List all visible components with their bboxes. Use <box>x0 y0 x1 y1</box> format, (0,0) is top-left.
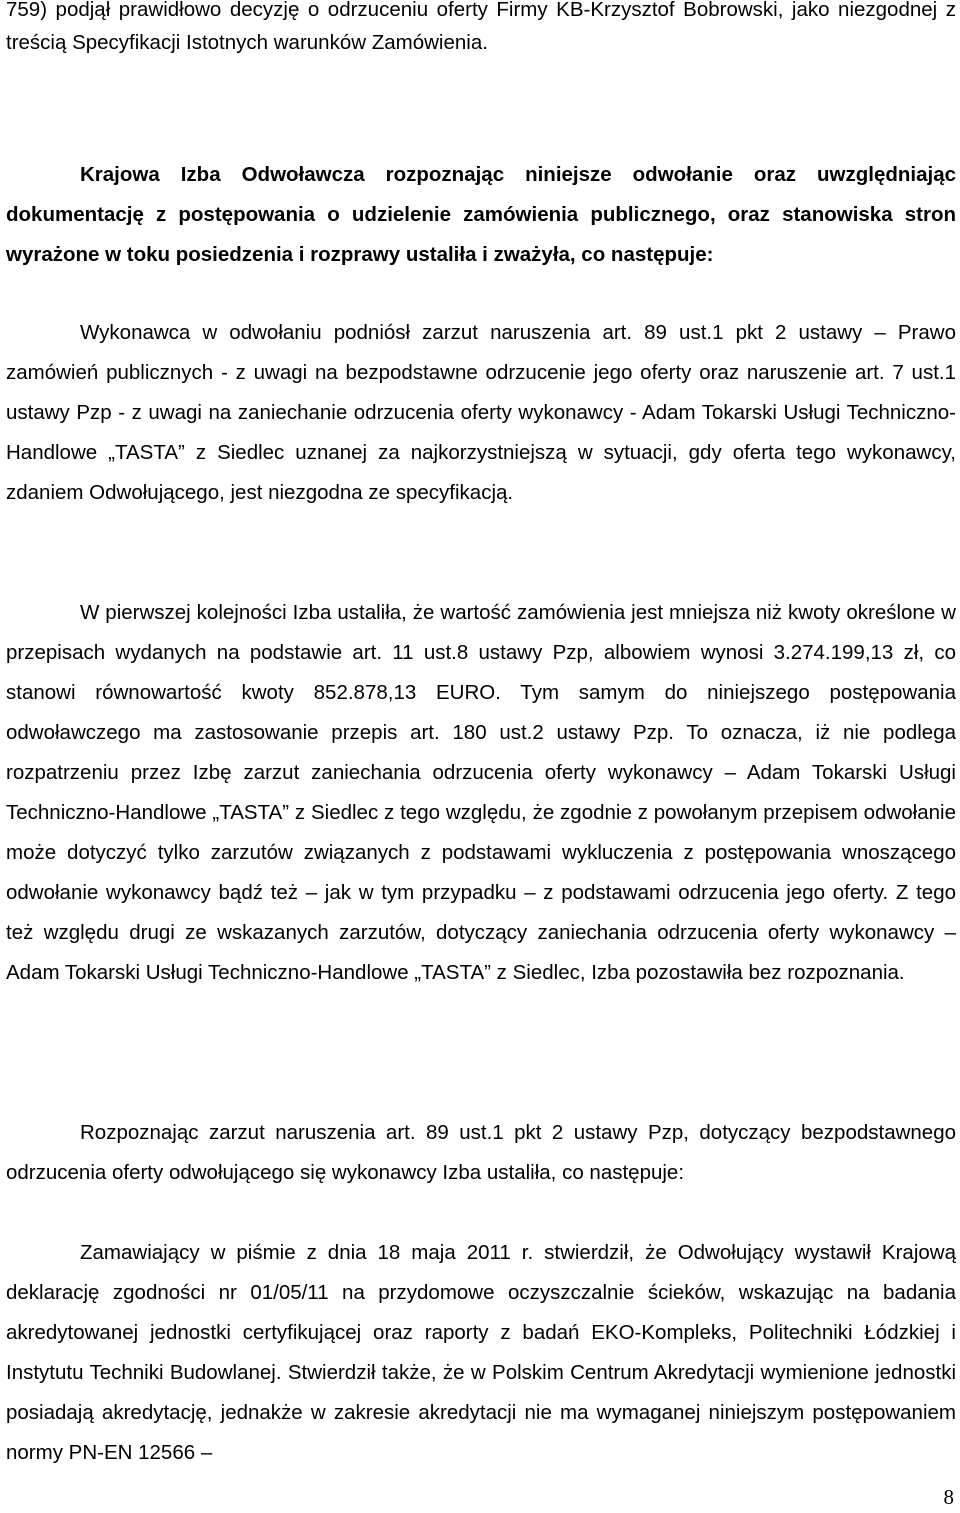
page-number: 8 <box>943 1485 954 1509</box>
paragraph-appeal-allegations: Wykonawca w odwołaniu podniósł zarzut naruszenia art. 89 ust.1 pkt 2 ustawy – Prawo zamówień publicznych - z uwagi na bezpodstawne odrzucenie jego oferty oraz naruszenie art. 7 ust.1 ustawy Pzp - z uwagi na zaniechanie odrzucenia oferty wykonawcy - Adam Tokarski Usługi Techniczno-Handlowe „TASTA” z Siedlec uznanej za najkorzystniejszą w sytuacji, gdy oferta tego wykonawcy, zdaniem Odwołującego, jest niezgodna ze specyfikacją. <box>6 321 956 504</box>
paragraph-rejection-allegation-intro: Rozpoznając zarzut naruszenia art. 89 ust.1 pkt 2 ustawy Pzp, dotyczący bezpodstawnego odrzucenia oferty odwołującego się wykonawcy Izba ustaliła, co następuje: <box>6 1121 956 1184</box>
paragraph-contracting-authority-letter: Zamawiający w piśmie z dnia 18 maja 2011 r. stwierdził, że Odwołujący wystawił Krajową deklarację zgodności nr 01/05/11 na przydomowe oczyszczalnie ścieków, wskazując na badania akredytowanej jednostki certyfikującej oraz raporty z badań EKO-Kompleks, Politechniki Łódzkiej i Instytutu Techniki Budowlanej. Stwierdził także, że w Polskim Centrum Akredytacji wymienione jednostki posiadają akredytację, jednakże w zakresie akredytacji nie ma wymaganej niniejszym postępowaniem normy PN-EN 12566 – <box>6 1241 956 1464</box>
paragraph-decision-conclusion: 759) podjął prawidłowo decyzję o odrzuceniu oferty Firmy KB-Krzysztof Bobrowski, jako niezgodnej z treścią Specyfikacji Istotnych warunków Zamówienia. <box>6 0 956 54</box>
paragraph-chamber-findings-intro: Krajowa Izba Odwoławcza rozpoznając niniejsze odwołanie oraz uwzględniając dokumentację z postępowania o udzielenie zamówienia publicznego, oraz stanowiska stron wyrażone w toku posiedzenia i rozprawy ustaliła i zważyła, co następuje: <box>6 163 956 266</box>
paragraph-contract-value-analysis: W pierwszej kolejności Izba ustaliła, że wartość zamówienia jest mniejsza niż kwoty określone w przepisach wydanych na podstawie art. 11 ust.8 ustawy Pzp, albowiem wynosi 3.274.199,13 zł, co stanowi równowartość kwoty 852.878,13 EURO. Tym samym do niniejszego postępowania odwoławczego ma zastosowanie przepis art. 180 ust.2 ustawy Pzp. To oznacza, iż nie podlega rozpatrzeniu przez Izbę zarzut zaniechania odrzucenia oferty wykonawcy – Adam Tokarski Usługi Techniczno-Handlowe „TASTA” z Siedlec z tego względu, że zgodnie z powołanym przepisem odwołanie może dotyczyć tylko zarzutów związanych z podstawami wykluczenia z postępowania wnoszącego odwołanie wykonawcy bądź też – jak w tym przypadku – z podstawami odrzucenia jego oferty. Z tego też względu drugi ze wskazanych zarzutów, dotyczący zaniechania odrzucenia oferty wykonawcy – Adam Tokarski Usługi Techniczno-Handlowe „TASTA” z Siedlec, Izba pozostawiła bez rozpoznania. <box>6 601 956 984</box>
